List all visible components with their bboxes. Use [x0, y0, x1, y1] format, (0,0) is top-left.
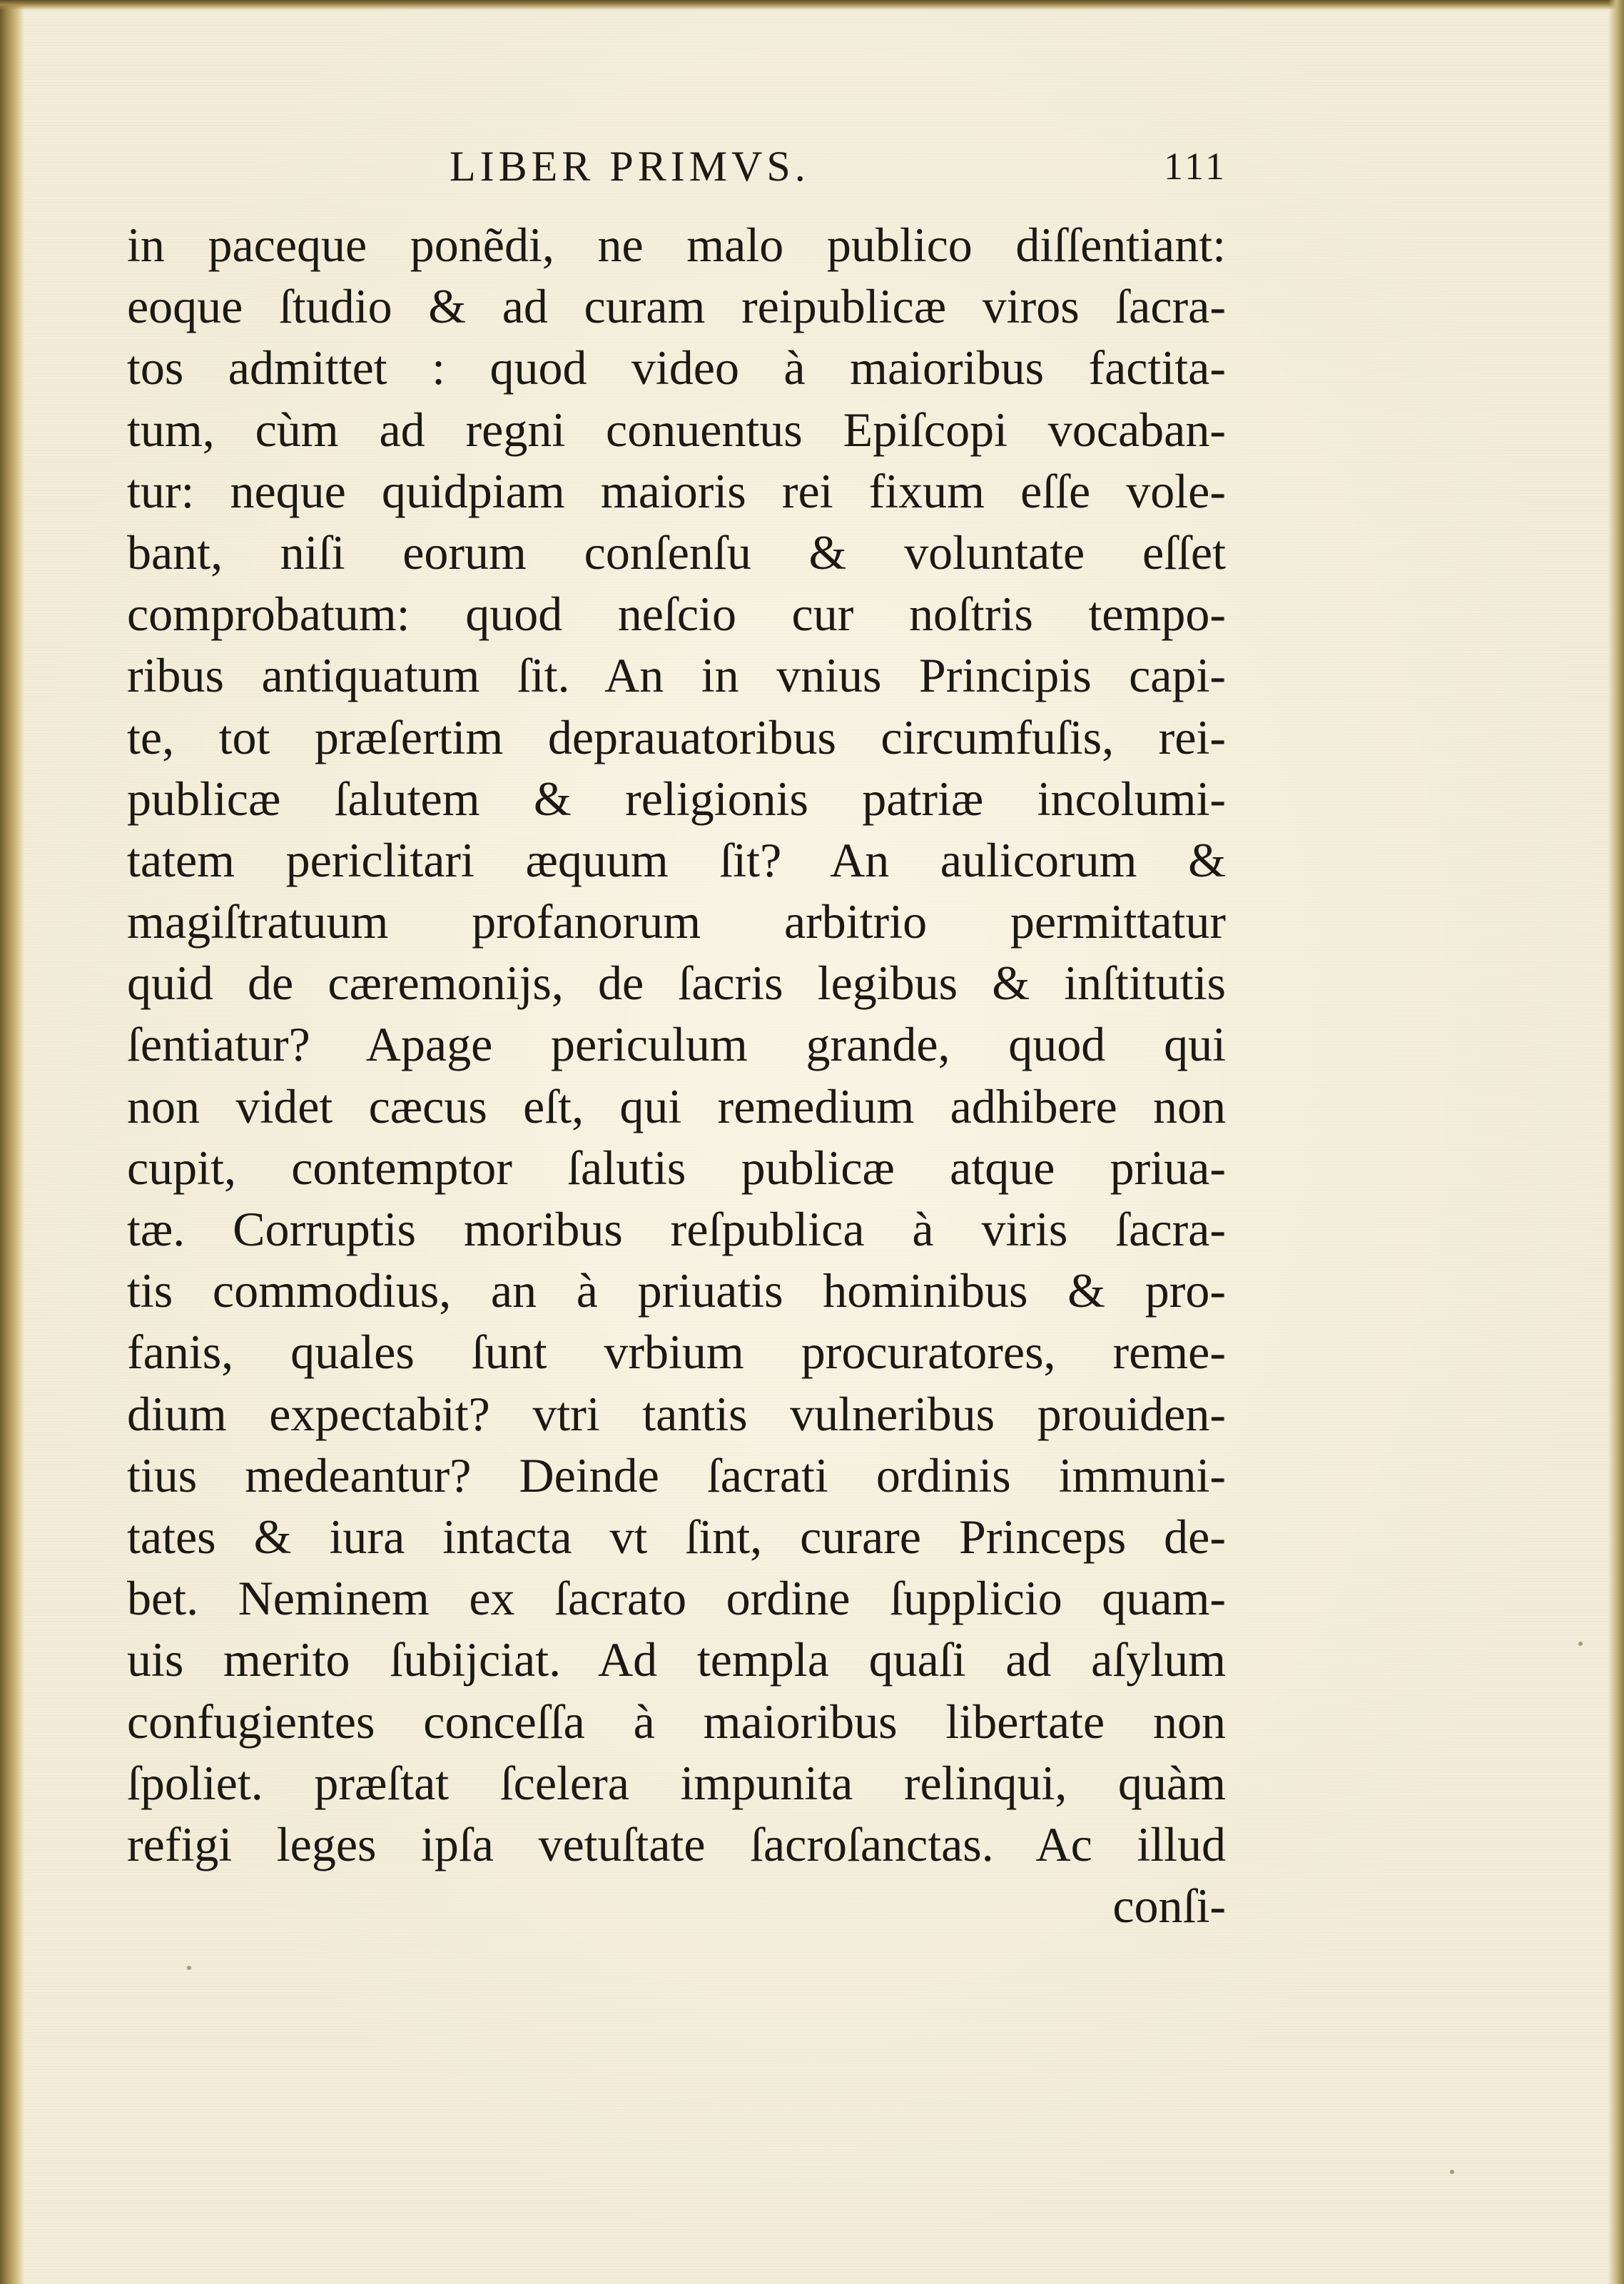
- text-line: non videt cæcus eſt, qui remedium adhibere non: [127, 1078, 1226, 1133]
- text-line: tum, cùm ad regni conuentus Epiſcopi vocaban-: [127, 402, 1226, 457]
- text-line: tius medeantur? Deinde ſacrati ordinis immuni-: [127, 1447, 1226, 1502]
- text-line: refigi leges ipſa vetuſtate ſacroſanctas. Ac illud: [127, 1816, 1226, 1871]
- paper-speck: [187, 1966, 191, 1970]
- text-line: tur: neque quidpiam maioris rei fixum eſſe vole-: [127, 463, 1226, 518]
- text-line: magiſtratuum profanorum arbitrio permittatur: [127, 894, 1226, 949]
- text-line: bet. Neminem ex ſacrato ordine ſupplicio quam-: [127, 1571, 1226, 1626]
- text-line: quid de cæremonijs, de ſacris legibus & inſtitutis: [127, 956, 1226, 1011]
- text-line: bant, niſi eorum conſenſu & voluntate eſſet: [127, 525, 1226, 580]
- page-right-edge: [1608, 0, 1624, 2284]
- text-line: tæ. Corruptis moribus reſpublica à viris ſacra-: [127, 1202, 1226, 1256]
- text-line: ribus antiquatum ſit. An in vnius Principis capi-: [127, 648, 1226, 703]
- text-line: eoque ſtudio & ad curam reipublicæ viros ſacra-: [127, 279, 1226, 334]
- page-number: 111: [1164, 145, 1227, 188]
- paper-speck: [1578, 1642, 1583, 1646]
- text-line: te, tot præſertim deprauatoribus circumfuſis, rei-: [127, 709, 1226, 764]
- catchword: conſi-: [1112, 1879, 1226, 1934]
- text-line: ſpoliet. præſtat ſcelera impunita relinqui, quàm: [127, 1755, 1226, 1810]
- text-line: cupit, contemptor ſalutis publicæ atque priua-: [127, 1140, 1226, 1195]
- body-text: [127, 214, 1226, 1936]
- running-head: [128, 141, 1227, 191]
- paper-speck: [1450, 2170, 1454, 2174]
- text-line: tos admittet : quod video à maioribus factita-: [127, 340, 1226, 395]
- page-left-edge: [0, 0, 24, 2284]
- text-line: tis commodius, an à priuatis hominibus & pro-: [127, 1263, 1226, 1318]
- text-line: tates & iura intacta vt ſint, curare Princeps de-: [127, 1509, 1226, 1564]
- text-line: ſentiatur? Apage periculum grande, quod qui: [127, 1017, 1226, 1072]
- text-line: comprobatum: quod neſcio cur noſtris tempo-: [127, 587, 1226, 642]
- text-line: publicæ ſalutem & religionis patriæ incolumi-: [127, 771, 1226, 826]
- running-title: LIBER PRIMVS.: [450, 143, 810, 190]
- page-top-edge: [0, 0, 1624, 10]
- text-line: confugientes conceſſa à maioribus libertate non: [127, 1694, 1226, 1749]
- text-line: fanis, quales ſunt vrbium procuratores, reme-: [127, 1325, 1226, 1380]
- text-line: tatem periclitari æquum ſit? An aulicorum &: [127, 832, 1226, 887]
- text-line: in paceque ponẽdi, ne malo publico diſſentiant:: [127, 218, 1226, 272]
- text-line: dium expectabit? vtri tantis vulneribus prouiden-: [127, 1386, 1226, 1441]
- text-line: uis merito ſubijciat. Ad templa quaſi ad aſylum: [127, 1632, 1226, 1687]
